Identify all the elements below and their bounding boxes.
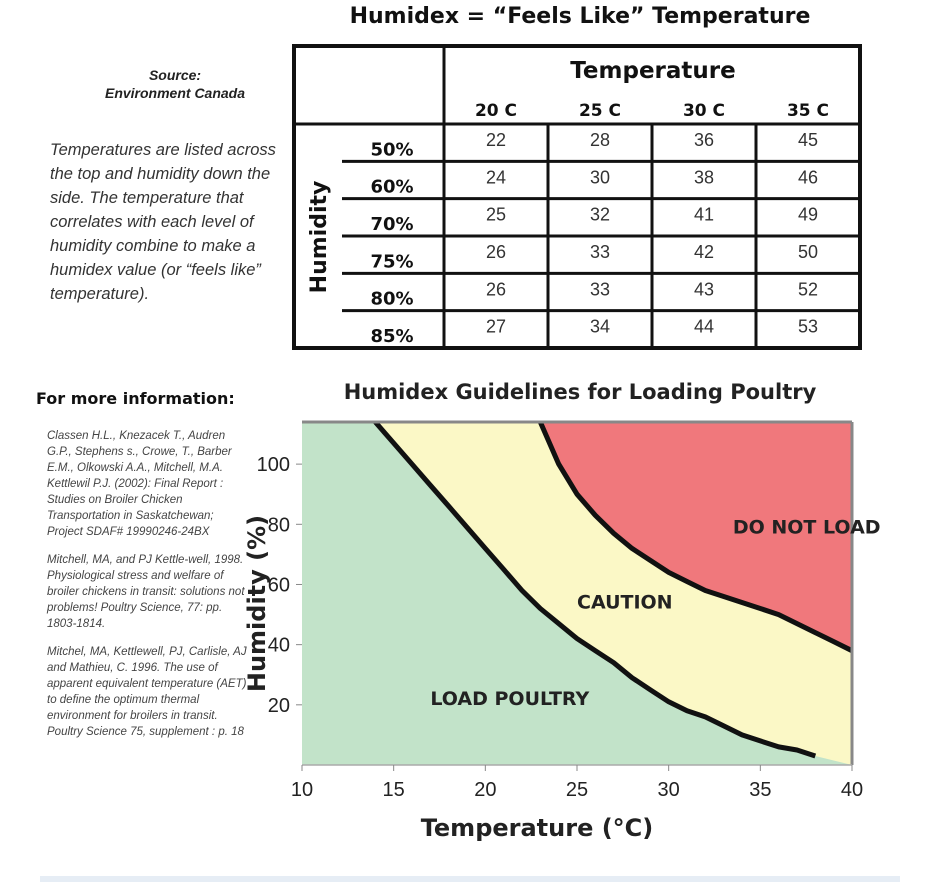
table-cell: 41 [693,204,715,225]
reference-3: Mitchel, MA, Kettlewell, PJ, Carlisle, AJ and Mathieu, C. 1996. The use of apparent equivalent temperature (AET) to define the optimum thermal environment for broilers in transit. Poultry Science 75, supplement : p. 18 [47,646,247,738]
table-cell: 50 [797,242,819,262]
row-group-label: Humidity [307,180,332,294]
table-cell: 22 [485,130,507,150]
row-header: 60% [370,176,414,198]
row-header: 75% [370,251,414,273]
table-cell: 44 [693,316,715,337]
region-label: DO NOT LOAD [732,516,881,539]
table-cell: 33 [589,242,611,262]
humidex-table [292,44,862,350]
chart-title: Humidex Guidelines for Loading Poultry [343,380,817,404]
region-label: CAUTION [577,591,673,614]
reference-2: Mitchell, MA, and PJ Kettle-well, 1998. Physiological stress and welfare of broiler chickens in transit: solutions not problems! Poultry Science, 77: pp. 1803-1814. [47,554,245,630]
x-tick-label: 15 [382,779,405,801]
table-cell: 46 [797,167,819,188]
row-header: 85% [370,326,414,347]
table-cell: 26 [485,279,507,300]
table-cell: 30 [589,167,611,188]
source-label: Source: [148,67,202,83]
column-header: 25 C [578,101,622,121]
x-tick-label: 20 [474,779,497,801]
x-tick-label: 35 [749,779,772,801]
table-cell: 27 [485,316,507,337]
table-description: Temperatures are listed across the top and humidity down the side. The temperature that correlates with each level of humidity combine to make a humidex value (or “feels like” temperature). [50,141,276,303]
x-tick-label: 40 [840,779,864,801]
bottom-divider [40,876,900,882]
table-cell: 28 [589,130,611,150]
x-axis-title: Temperature (°C) [420,814,654,842]
table-title: Humidex = “Feels Like” Temperature [349,4,811,29]
y-tick-label: 20 [267,694,290,717]
source-name: Environment Canada [104,85,246,101]
column-header: 35 C [786,101,830,121]
table-cell: 24 [485,167,507,188]
table-cell: 53 [797,316,819,337]
source-note [40,66,310,102]
table-cell: 45 [797,130,819,150]
table-cell: 49 [797,204,819,225]
column-group-label: Temperature [570,58,736,84]
row-header: 80% [370,288,414,310]
x-tick-label: 25 [565,779,589,801]
column-header: 20 C [474,101,518,121]
table-cell: 38 [693,167,715,188]
reference-1: Classen H.L., Knezacek T., Audren G.P., Stephens s., Crowe, T., Barber E.M., Olkowski A.A., Mitchell, M.A. Kettlewil P.J. (2002): Final Report : Studies on Broiler Chicken Transportation in Saskatchewan; Project SDAF# 19990246-24BX [47,430,232,538]
table-cell: 42 [693,242,715,262]
y-tick-label: 80 [267,514,290,537]
table-cell: 26 [485,242,507,262]
y-axis-title: Humidity (%) [243,514,271,693]
column-header: 30 C [682,101,726,121]
x-tick-label: 30 [657,779,680,801]
y-tick-label: 60 [267,574,290,597]
table-cell: 33 [589,279,611,300]
y-tick-label: 40 [267,634,290,657]
table-cell: 52 [797,279,819,300]
table-cell: 36 [693,130,715,150]
table-cell: 32 [589,204,611,225]
row-header: 70% [370,214,414,235]
row-header: 50% [370,139,414,161]
y-tick-label: 100 [256,454,290,477]
region-label: LOAD POULTRY [430,687,590,710]
info-heading: For more information: [36,389,235,408]
x-tick-label: 10 [290,779,314,801]
humidex-guidelines-chart [243,405,890,855]
references [47,428,247,752]
table-cell: 43 [693,279,715,300]
table-cell: 25 [485,204,507,225]
table-cell: 34 [589,316,611,337]
